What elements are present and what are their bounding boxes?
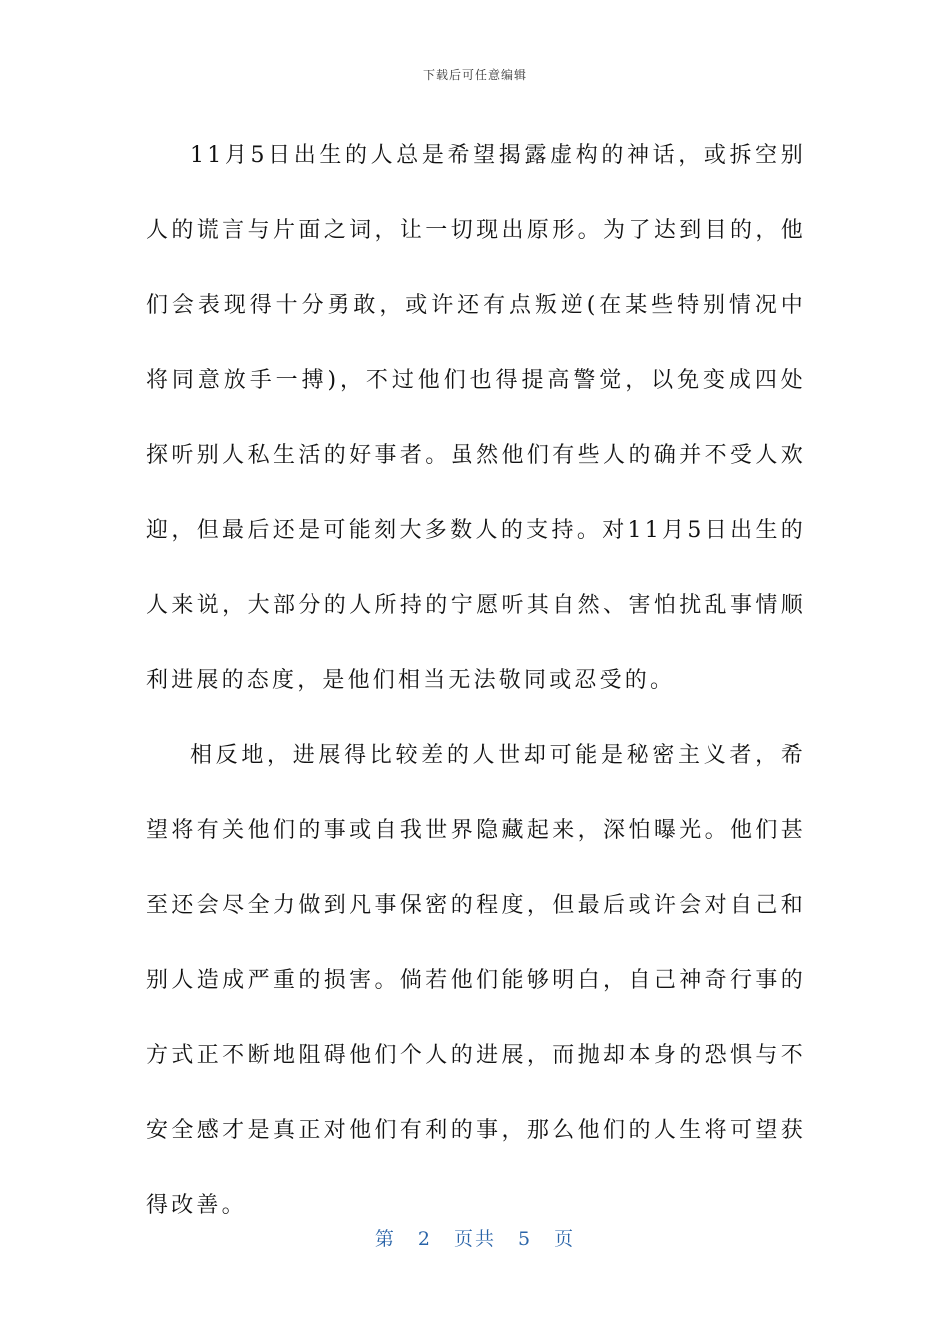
footer-current-page: 2	[417, 1228, 432, 1250]
footer-suffix: 页	[554, 1228, 576, 1250]
page-footer	[0, 1224, 950, 1251]
paragraph-1: 11月5日出生的人总是希望揭露虚构的神话，或拆空别人的谎言与片面之词，让一切现出原形。为了达到目的，他们会表现得十分勇敢，或许还有点叛逆(在某些特别情况中将同意放手一搏)，不过他们也得提高警觉，以免变成四处探听别人私生活的好事者。虽然他们有些人的确并不受人欢迎，但最后还是可能刻大多数人的支持。对11月5日出生的人来说，大部分的人所持的宁愿听其自然、害怕扰乱事情顺利进展的态度，是他们相当无法敬同或忍受的。	[146, 143, 806, 693]
document-body	[146, 118, 806, 1243]
header-note: 下载后可任意编辑	[422, 68, 527, 82]
footer-middle: 页共	[453, 1228, 496, 1250]
footer-prefix: 第	[374, 1228, 396, 1250]
paragraph-2: 相反地，进展得比较差的人世却可能是秘密主义者，希望将有关他们的事或自我世界隐藏起来，深怕曝光。他们甚至还会尽全力做到凡事保密的程度，但最后或许会对自己和别人造成严重的损害。倘若他们能够明白，自己神奇行事的方式正不断地阻碍他们个人的进展，而抛却本身的恐惧与不安全感才是真正对他们有利的事，那么他们的人生将可望获得改善。	[146, 743, 806, 1218]
footer-total-pages: 5	[518, 1228, 533, 1250]
